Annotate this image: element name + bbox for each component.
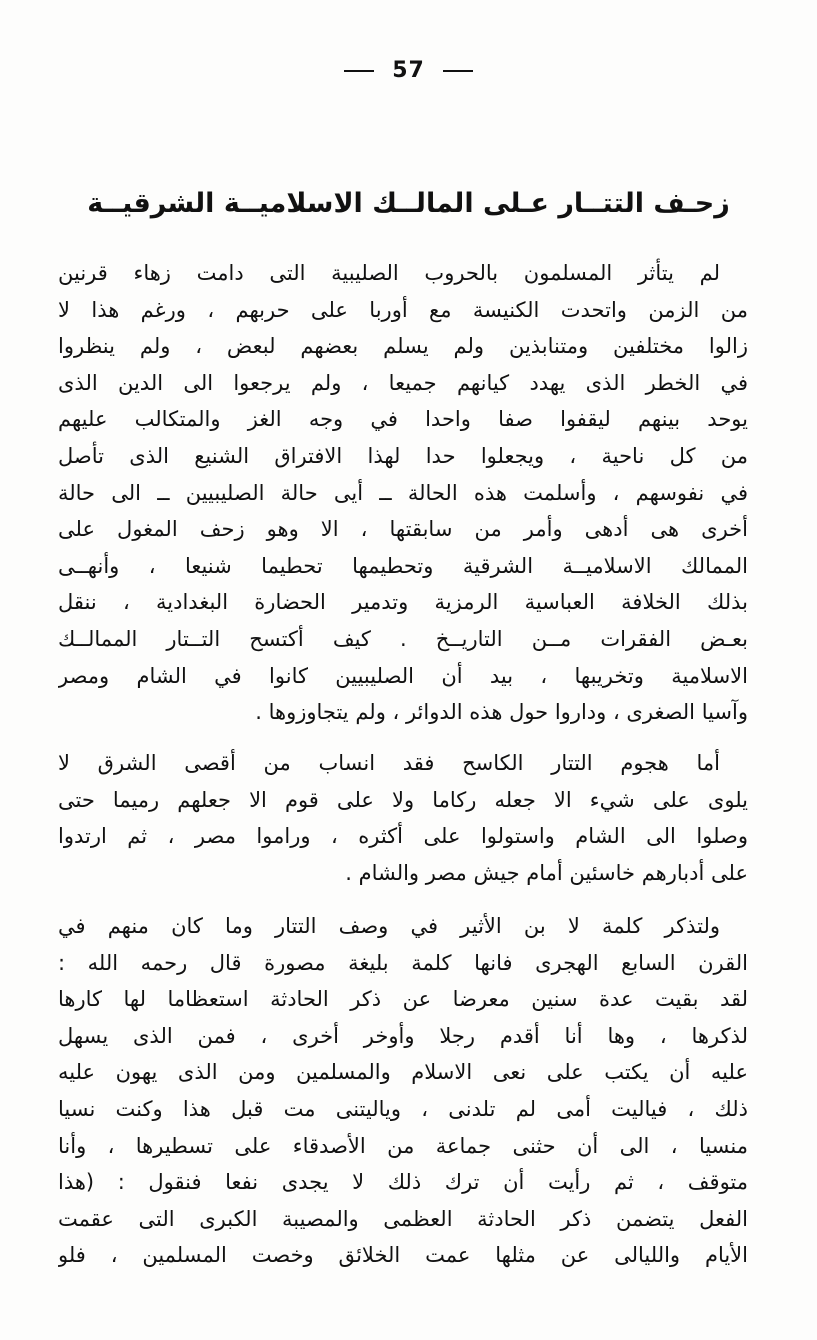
paragraph-line: على أدبارهم خاسئين أمام جيش مصر والشام . bbox=[345, 860, 748, 885]
paragraph-line: يوحد بينهم ليقفوا صفا واحدا في وجه الغز والمتكالب عليهم bbox=[58, 407, 748, 432]
paragraph-line: من كل ناحية ، ويجعلوا حدا لهذا الافتراق الشنيع الذى تأصل bbox=[58, 443, 748, 468]
paragraph-line: لذكرها ، وها أنا أقدم رجلا وأوخر أخرى ، فمن الذى يسهل bbox=[58, 1023, 748, 1048]
page-number-dash-left bbox=[344, 70, 374, 72]
paragraph-line: وآسيا الصغرى ، وداروا حول هذه الدوائر ، ولم يتجاوزوها . bbox=[255, 700, 748, 725]
paragraph-line: لقد بقيت عدة سنين معرضا عن ذكر الحادثة استعظاما لها كارها bbox=[58, 987, 748, 1012]
paragraph-line: الفعل يتضمن ذكر الحادثة العظمى والمصيبة الكبرى التى عقمت bbox=[58, 1206, 748, 1231]
paragraph-line: من الزمن واتحدت الكنيسة مع أوربا على حربهم ، ورغم هذا لا bbox=[58, 297, 748, 322]
paragraph-line: متوقف ، ثم رأيت أن ترك ذلك لا يجدى نفعا فنقول : (هذا bbox=[58, 1170, 748, 1195]
paragraph-line: في الخطر الذى يهدد كيانهم جميعا ، ولم يرجعوا الى الدين الذى bbox=[58, 370, 748, 395]
page-number: 57 bbox=[392, 58, 425, 83]
paragraph-line: بعـض الفقرات مــن التاريــخ . كيف أكتسح التــتار الممالــك bbox=[58, 626, 748, 651]
paragraph-line: بذلك الخلافة العباسية الرمزية وتدمير الحضارة البغدادية ، ننقل bbox=[58, 590, 748, 615]
paragraph-line: القرن السابع الهجرى فانها كلمة بليغة مصورة قال رحمه الله : bbox=[58, 950, 748, 975]
paragraph-line: في نفوسهم ، وأسلمت هذه الحالة ــ أيى حالة الصليبيين ــ الى حالة bbox=[58, 480, 748, 505]
paragraph-line: عليه أن يكتب على نعى الاسلام والمسلمين ومن الذى يهون عليه bbox=[58, 1060, 748, 1085]
paragraph-line: الاسلامية وتخريبها ، بيد أن الصليبيين كانوا في الشام ومصر bbox=[58, 663, 748, 688]
paragraph-line: أخرى هى أدهى وأمر من سابقتها ، الا وهو زحف المغول على bbox=[58, 517, 748, 542]
page-number-dash-right bbox=[443, 70, 473, 72]
paragraph-1 bbox=[58, 255, 748, 731]
paragraph-line: زالوا مختلفين ومتنابذين ولم يسلم بعضهم لبعض ، ولم ينظروا bbox=[58, 334, 748, 359]
chapter-title: زحـف التتــار عـلى المالــك الاسلاميــة الشرقيــة bbox=[87, 188, 730, 219]
paragraph-2 bbox=[58, 745, 748, 891]
paragraph-line: يلوى على شيء الا جعله ركاما ولا على قوم الا جعلهم رميما حتى bbox=[58, 787, 748, 812]
paragraph-line: لم يتأثر المسلمون بالحروب الصليبية التى دامت زهاء قرنين bbox=[58, 261, 720, 285]
paragraph-line: وصلوا الى الشام واستولوا على أكثره ، وراموا مصر ، ثم ارتدوا bbox=[58, 824, 748, 849]
paragraph-3 bbox=[58, 908, 748, 1274]
paragraph-line: ولتذكر كلمة لا بن الأثير في وصف التتار وما كان منهم في bbox=[58, 914, 720, 938]
paragraph-line: منسيا ، الى أن حثنى جماعة من الأصدقاء على تسطيرها ، وأنا bbox=[58, 1133, 748, 1158]
paragraph-line: أما هجوم التتار الكاسح فقد انساب من أقصى الشرق لا bbox=[58, 751, 720, 775]
paragraph-line: ذلك ، فياليت أمى لم تلدنى ، وياليتنى مت قبل هذا وكنت نسيا bbox=[58, 1096, 748, 1121]
page-number-row bbox=[0, 58, 817, 83]
paragraph-line: الأيام والليالى عن مثلها عمت الخلائق وخصت المسلمين ، فلو bbox=[58, 1243, 748, 1268]
paragraph-line: الممالك الاسلاميــة الشرقية وتحطيمها تحطيما شنيعا ، وأنهــى bbox=[58, 553, 748, 578]
